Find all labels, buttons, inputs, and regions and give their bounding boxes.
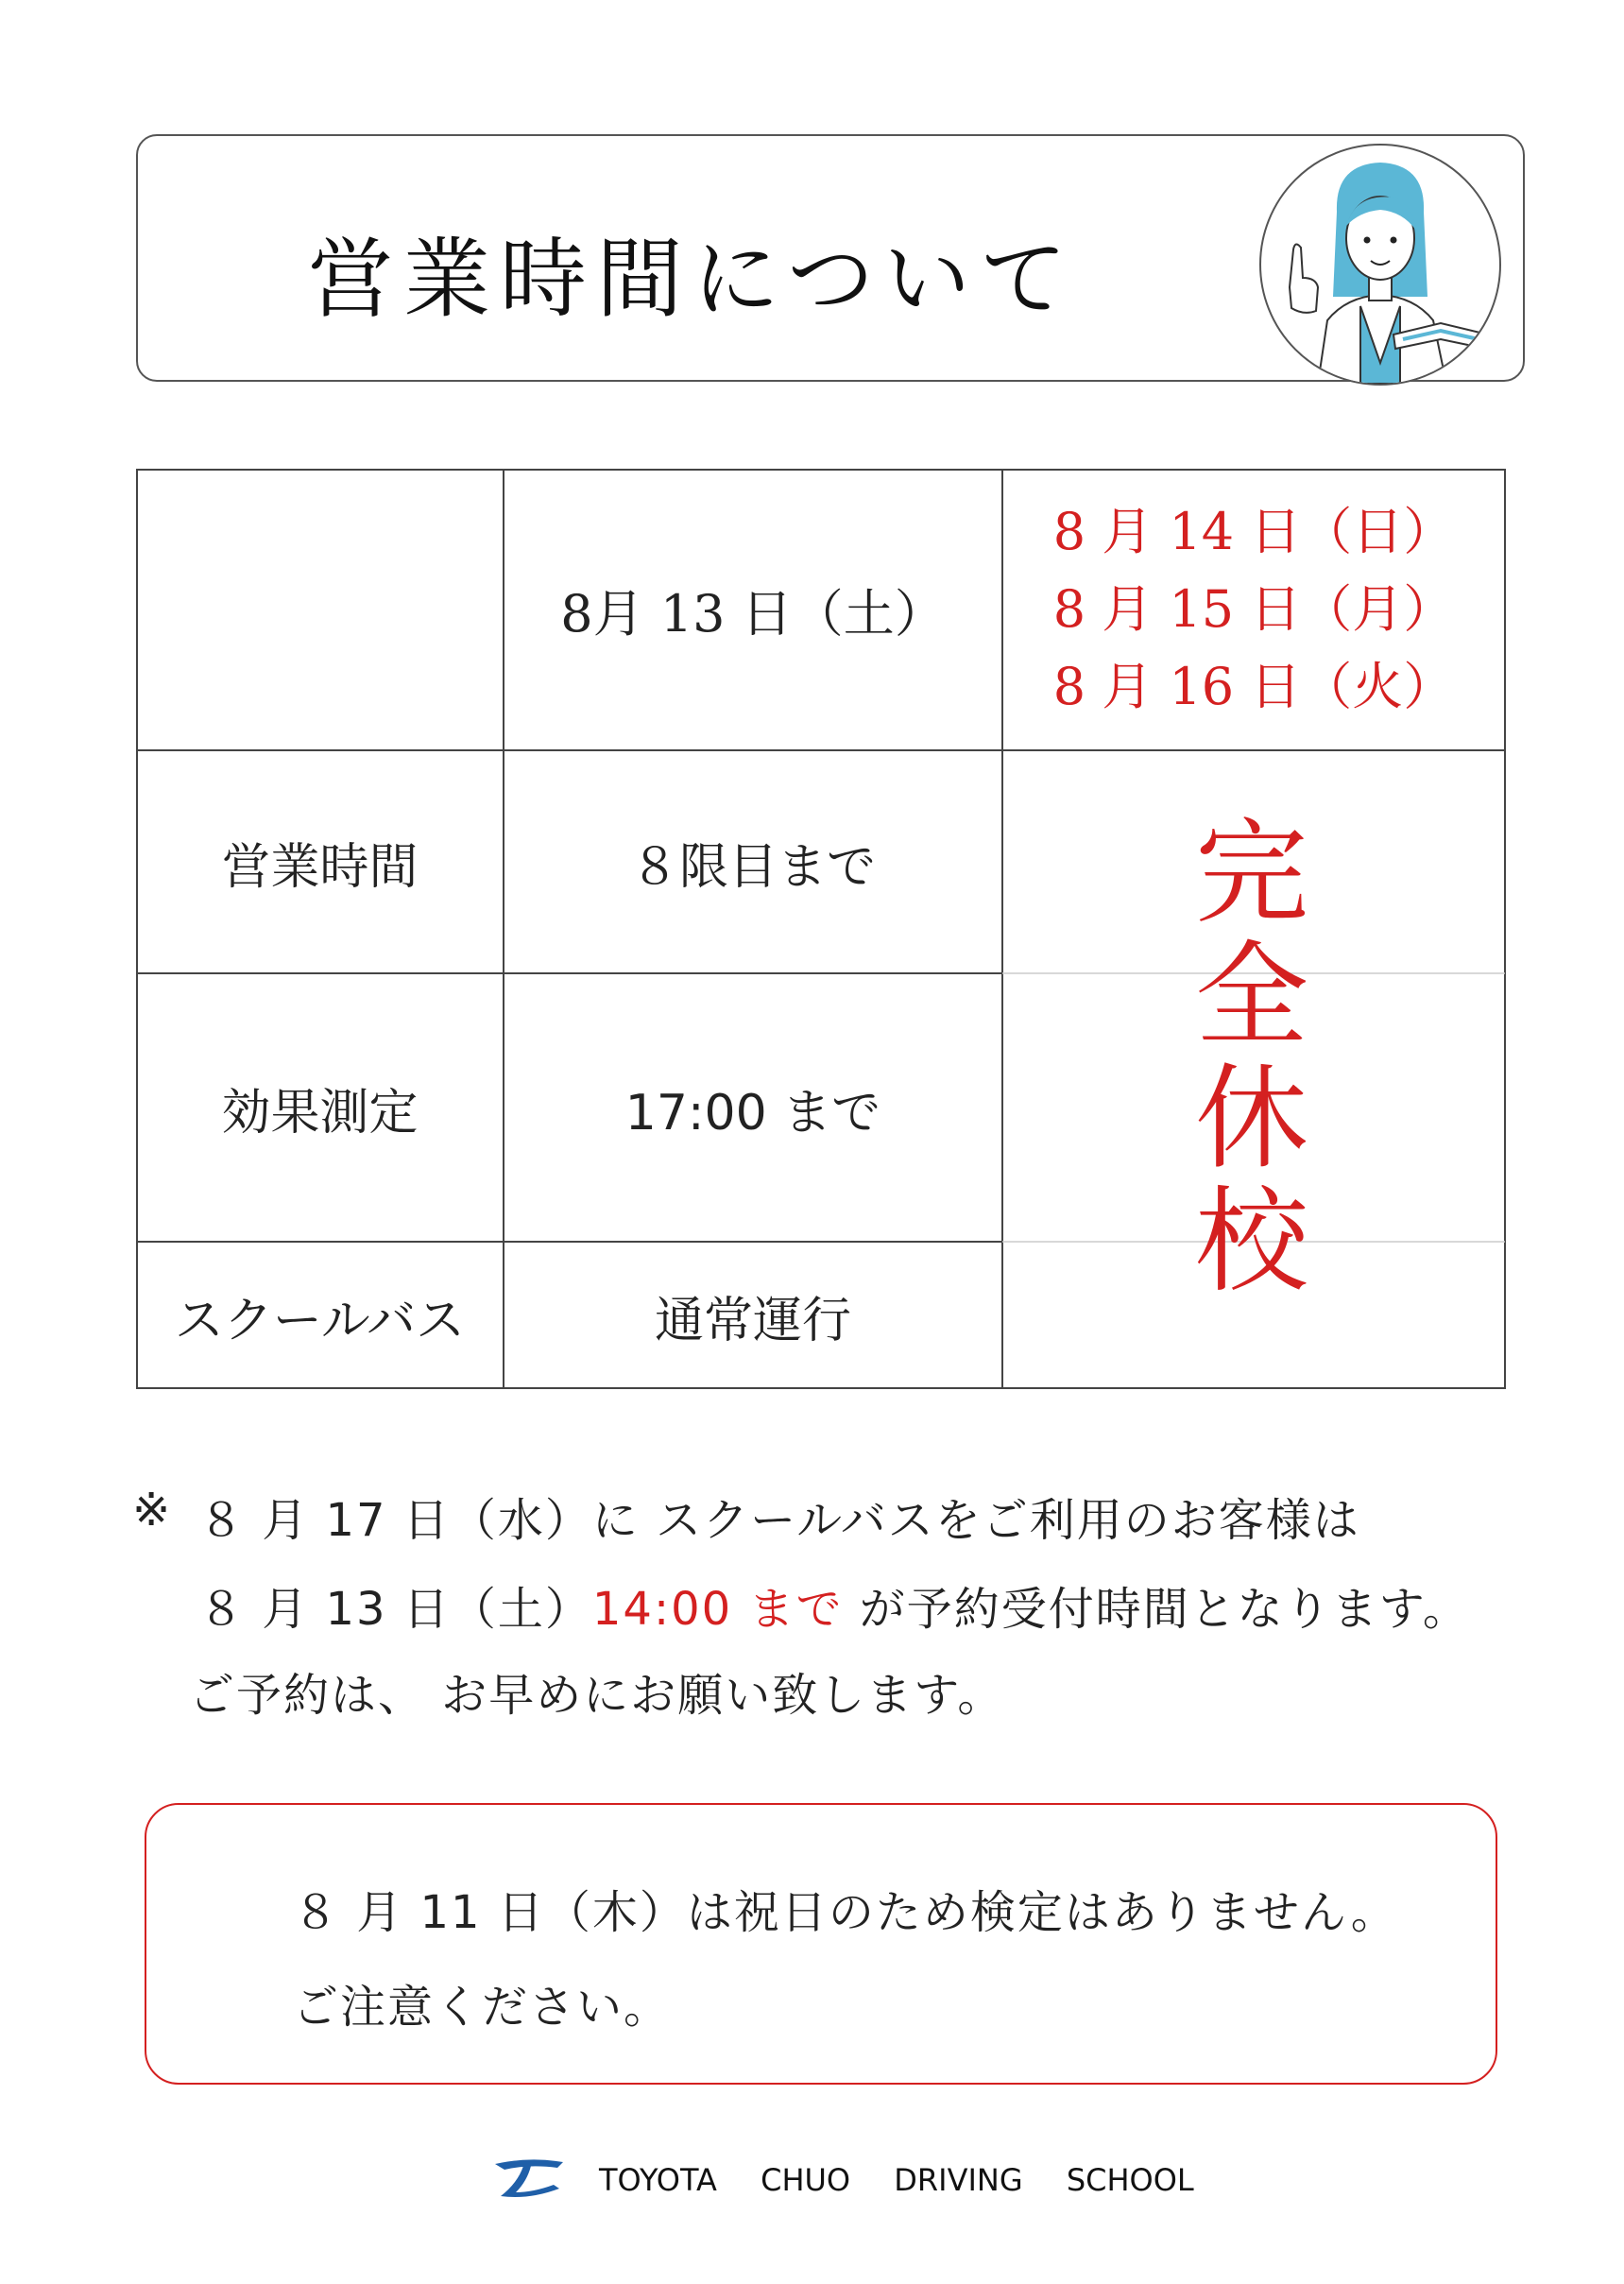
note-line-1: ８ 月 17 日（水）に スクールバスをご利用のお客様は	[198, 1494, 1360, 1547]
note-line-2-tail: が予約受付時間となります。	[843, 1583, 1470, 1636]
school-name-word-2: CHUO	[761, 2162, 851, 2198]
school-name	[599, 2162, 1228, 2198]
row-label-school-bus: スクールバス	[174, 1292, 466, 1349]
notice-line-2: ご注意ください。	[293, 1981, 672, 2034]
closed-dates-header	[1002, 469, 1505, 750]
note-line-2	[198, 1572, 1470, 1638]
closed-date-1: 8 月 14 日（日）	[1052, 502, 1455, 561]
row-value-business-hours: ８限目まで	[629, 838, 876, 896]
closed-date-3: 8 月 16 日（火）	[1052, 657, 1455, 716]
closed-char-3: 休	[1195, 1054, 1308, 1185]
note-mark: ※	[132, 1484, 173, 1537]
closed-char-4: 校	[1195, 1176, 1308, 1308]
closed-date-2: 8 月 15 日（月）	[1052, 579, 1455, 639]
row-value-school-bus: 通常運行	[654, 1292, 851, 1349]
row-label-test: 効果測定	[221, 1084, 419, 1142]
row-label-business-hours: 営業時間	[221, 838, 419, 896]
note-line-2-date: ８ 月 13 日（土）	[198, 1583, 592, 1636]
note-line-3: ご予約は、 お早めにお願い致します。	[189, 1669, 1005, 1722]
table-header-empty	[136, 469, 504, 750]
school-name-word-1: TOYOTA	[599, 2162, 717, 2198]
teacher-avatar-illustration	[1259, 144, 1501, 386]
holiday-notice-box	[145, 1803, 1497, 2085]
closed-char-1: 完	[1195, 808, 1308, 939]
school-logo-icon	[491, 2155, 567, 2206]
page-title: 営業時間について	[307, 229, 1077, 330]
note-deadline: 14:00 まで	[591, 1583, 844, 1636]
closed-char-2: 全	[1195, 931, 1308, 1062]
school-name-word-4: SCHOOL	[1066, 2162, 1194, 2198]
school-name-word-3: DRIVING	[894, 2162, 1023, 2198]
row-value-test: 17:00 まで	[624, 1084, 881, 1142]
fully-closed-label	[1044, 808, 1460, 1308]
notice-line-1: ８ 月 11 日（木）は祝日のため検定はありません。	[293, 1886, 1398, 1939]
date-column-header: 8月 13 日（土）	[560, 583, 946, 644]
